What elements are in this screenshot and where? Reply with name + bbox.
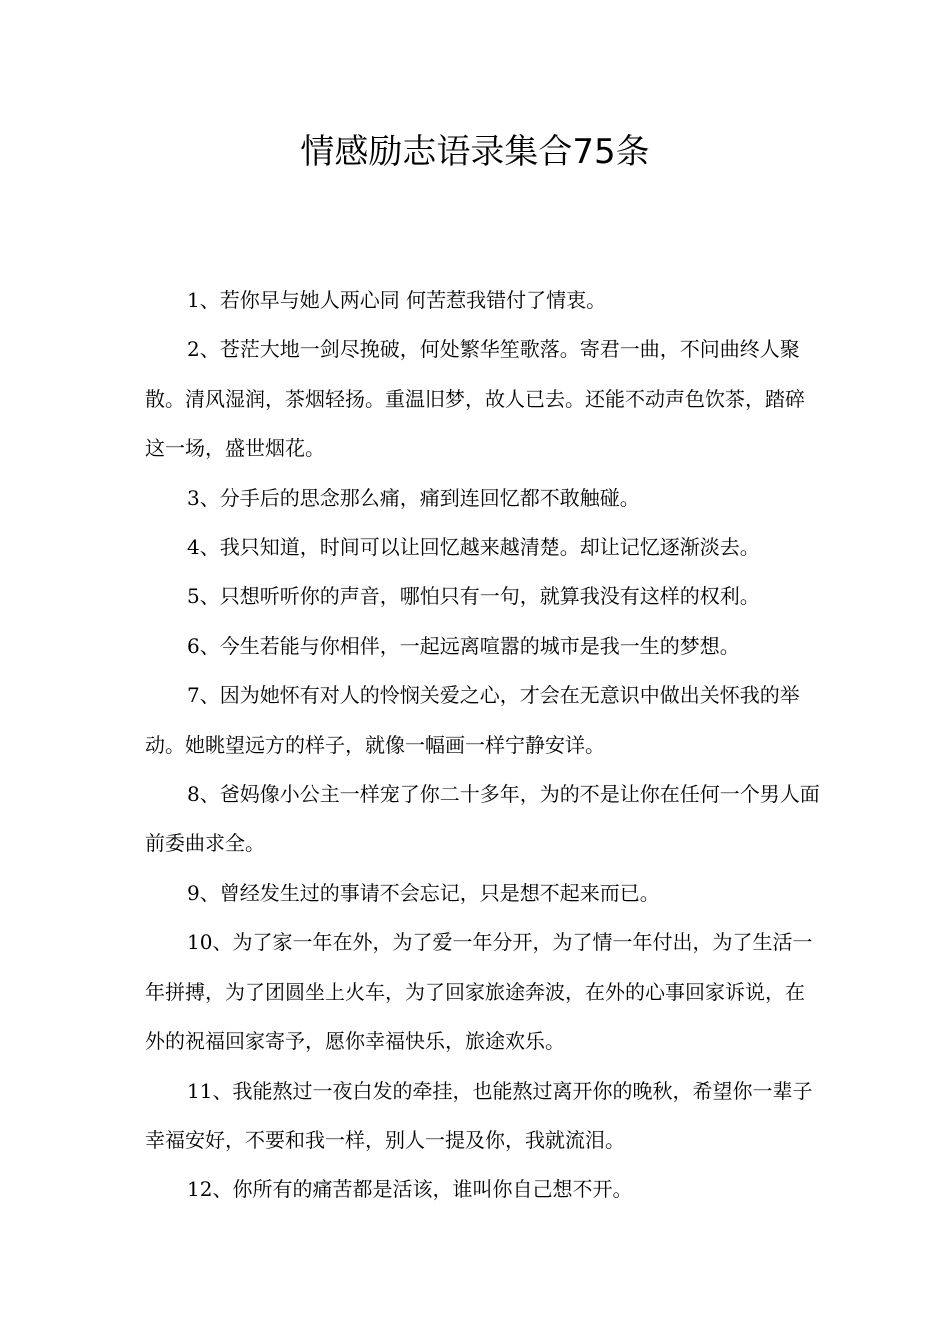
paragraph-3: 3、分手后的思念那么痛，痛到连回忆都不敢触碰。 [187, 485, 640, 510]
paragraph-8: 8、爸妈像小公主一样宠了你二十多年，为的不是让你在任何一个男人面前委曲求全。 [145, 782, 820, 856]
document-body [145, 276, 820, 1215]
paragraph-10: 10、为了家一年在外，为了爱一年分开，为了情一年付出，为了生活一年拼搏，为了团圆坐上火车，为了回家旅途奔波，在外的心事回家诉说，在外的祝福回家寄予，愿你幸福快乐，旅途欢乐。 [145, 930, 813, 1054]
paragraph-2: 2、苍茫大地一剑尽挽破，何处繁华笙歌落。寄君一曲，不问曲终人聚散。清风湿润，茶烟轻扬。重温旧梦，故人已去。还能不动声色饮茶，踏碎这一场，盛世烟花。 [145, 337, 805, 461]
paragraph-12: 12、你所有的痛苦都是活该，谁叫你自己想不开。 [187, 1177, 633, 1202]
paragraph-5: 5、只想听听你的声音，哪怕只有一句，就算我没有这样的权利。 [187, 584, 760, 609]
paragraph-6: 6、今生若能与你相伴，一起远离喧嚣的城市是我一生的梦想。 [187, 633, 740, 658]
paragraph-1: 1、若你早与她人两心同 何苦惹我错付了情衷。 [187, 288, 607, 312]
paragraph-7: 7、因为她怀有对人的怜悯关爱之心，才会在无意识中做出关怀我的举动。她眺望远方的样子，就像一幅画一样宁静安详。 [145, 683, 800, 757]
paragraph-11: 11、我能熬过一夜白发的牵挂，也能熬过离开你的晚秋，希望你一辈子幸福安好，不要和我一样，别人一提及你，我就流泪。 [145, 1078, 813, 1152]
paragraph-4: 4、我只知道，时间可以让回忆越来越清楚。却让记忆逐渐淡去。 [187, 535, 760, 560]
document-title: 情感励志语录集合75条 [300, 132, 650, 172]
paragraph-9: 9、曾经发生过的事请不会忘记，只是想不起来而已。 [187, 880, 660, 905]
